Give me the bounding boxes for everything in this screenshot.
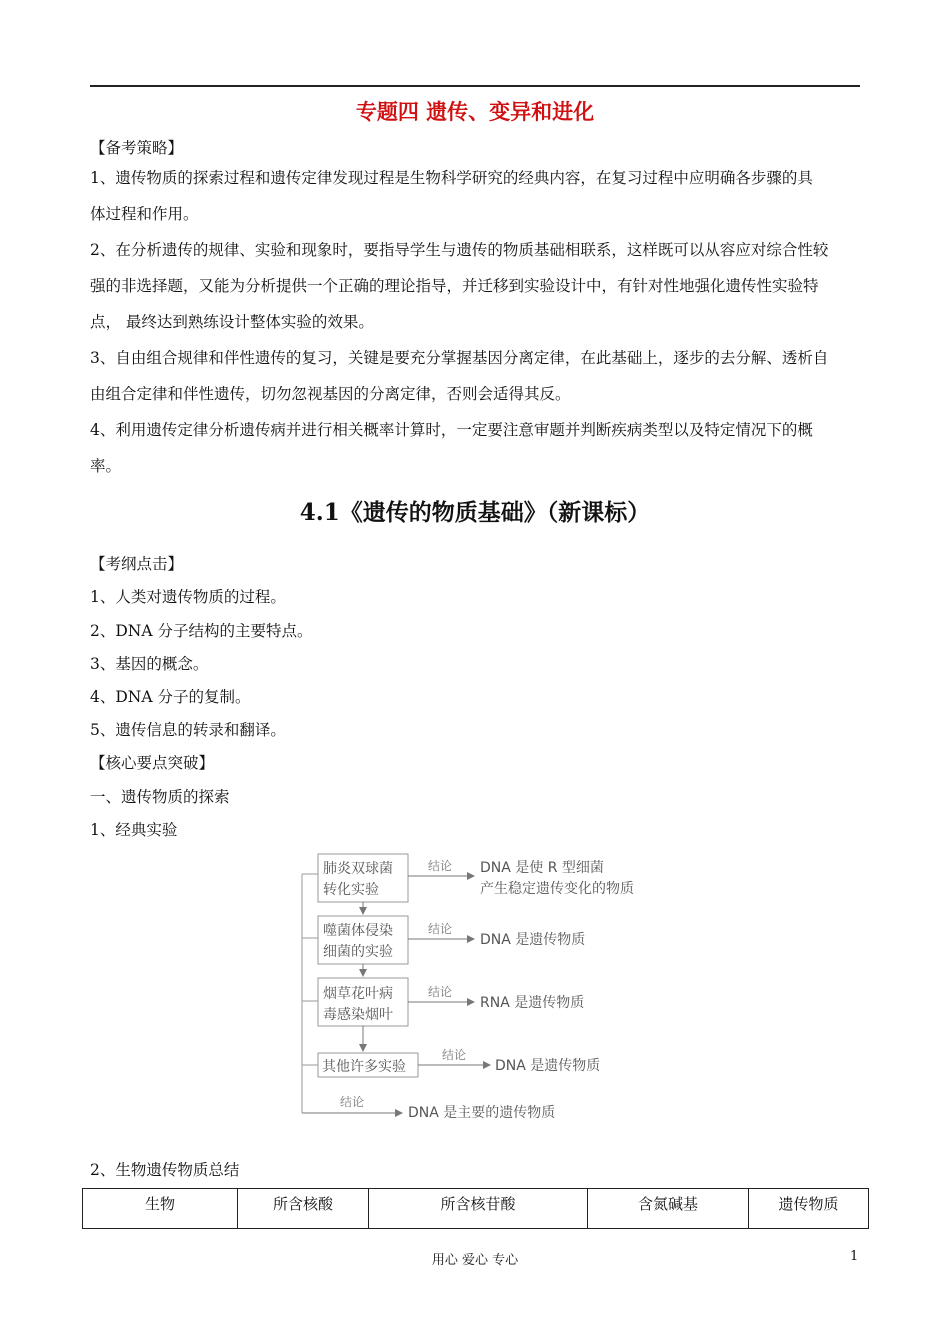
arrow-label: 结论 xyxy=(442,1048,467,1062)
table-header-cell: 所含核酸 xyxy=(238,1189,369,1229)
text-line: 点， 最终达到熟练设计整体实验的效果。 xyxy=(90,313,374,331)
core-heading: 【核心要点突破】 xyxy=(90,754,215,772)
genetic-material-table xyxy=(82,1188,869,1229)
text-line: 2、在分析遗传的规律、实验和现象时，要指导学生与遗传的物质基础相联系，这样既可以从容应对综合性较 xyxy=(90,241,829,259)
text-line: 率。 xyxy=(90,457,122,475)
text-line: 4、利用遗传定律分析遗传病并进行相关概率计算时，一定要注意审题并判断疾病类型以及特定情况下的概 xyxy=(90,421,813,439)
text-line: 由组合定律和伴性遗传，切勿忽视基因的分离定律，否则会适得其反。 xyxy=(90,385,571,403)
page-footer: 用心 爱心 专心 xyxy=(431,1253,519,1268)
outline-item: 5、遗传信息的转录和翻译。 xyxy=(90,721,286,739)
section-title: 4.1《遗传的物质基础》（新课标） xyxy=(299,499,651,526)
text-line: 3、自由组合规律和伴性遗传的复习，关键是要充分掌握基因分离定律，在此基础上，逐步的去分解、透析自 xyxy=(90,349,829,367)
strategy-paragraph-2 xyxy=(90,232,862,340)
final-conclusion-text: DNA 是主要的遗传物质 xyxy=(408,1105,556,1121)
box-text: 肺炎双球菌 xyxy=(323,861,393,877)
outline-item: 2、DNA 分子结构的主要特点。 xyxy=(90,622,313,640)
arrow-label: 结论 xyxy=(428,859,453,873)
arrow-label: 结论 xyxy=(428,922,453,936)
outline-item: 1、人类对遗传物质的过程。 xyxy=(90,588,286,606)
table-header-cell: 遗传物质 xyxy=(749,1189,869,1229)
page-number: 1 xyxy=(850,1249,859,1264)
box-text: 毒感染烟叶 xyxy=(323,1007,393,1023)
outline-heading: 【考纲点击】 xyxy=(90,555,184,573)
conclusion-text: DNA 是遗传物质 xyxy=(480,932,586,948)
strategy-paragraph-3 xyxy=(90,340,862,412)
conclusion-text: DNA 是使 R 型细菌 xyxy=(480,860,604,876)
experiment-flow-diagram xyxy=(290,848,670,1128)
table-header-cell: 含氮碱基 xyxy=(588,1189,749,1229)
text-line: 强的非选择题，又能为分析提供一个正确的理论指导，并迁移到实验设计中，有针对性地强化遗传性实验特 xyxy=(90,277,819,295)
table-header-cell: 生物 xyxy=(83,1189,238,1229)
strategy-paragraph-4 xyxy=(90,412,862,484)
subsection-heading: 一、遗传物质的探索 xyxy=(90,788,230,806)
text-line: 1、遗传物质的探索过程和遗传定律发现过程是生物科学研究的经典内容，在复习过程中应明确各步骤的具 xyxy=(90,169,813,187)
arrow-label: 结论 xyxy=(428,985,453,999)
box-text: 其他许多实验 xyxy=(322,1059,406,1075)
text-line: 体过程和作用。 xyxy=(90,205,199,223)
conclusion-text: 产生稳定遗传变化的物质 xyxy=(480,881,634,897)
box-text: 转化实验 xyxy=(323,882,379,898)
box-text: 细菌的实验 xyxy=(323,944,393,960)
arrow-label: 结论 xyxy=(340,1095,365,1109)
table-header-cell: 所含核苷酸 xyxy=(369,1189,588,1229)
conclusion-text: RNA 是遗传物质 xyxy=(480,995,585,1011)
subsection-item: 2、生物遗传物质总结 xyxy=(90,1161,240,1179)
outline-item: 4、DNA 分子的复制。 xyxy=(90,688,251,706)
table-header-row xyxy=(83,1189,869,1229)
strategy-heading: 【备考策略】 xyxy=(90,139,184,157)
box-text: 烟草花叶病 xyxy=(323,986,393,1002)
subsection-item: 1、经典实验 xyxy=(90,821,178,839)
header-rule xyxy=(90,85,860,87)
outline-item: 3、基因的概念。 xyxy=(90,655,209,673)
strategy-paragraph-1 xyxy=(90,160,862,232)
chapter-title: 专题四 遗传、变异和进化 xyxy=(355,99,595,124)
conclusion-text: DNA 是遗传物质 xyxy=(495,1058,601,1074)
box-text: 噬菌体侵染 xyxy=(323,923,393,939)
